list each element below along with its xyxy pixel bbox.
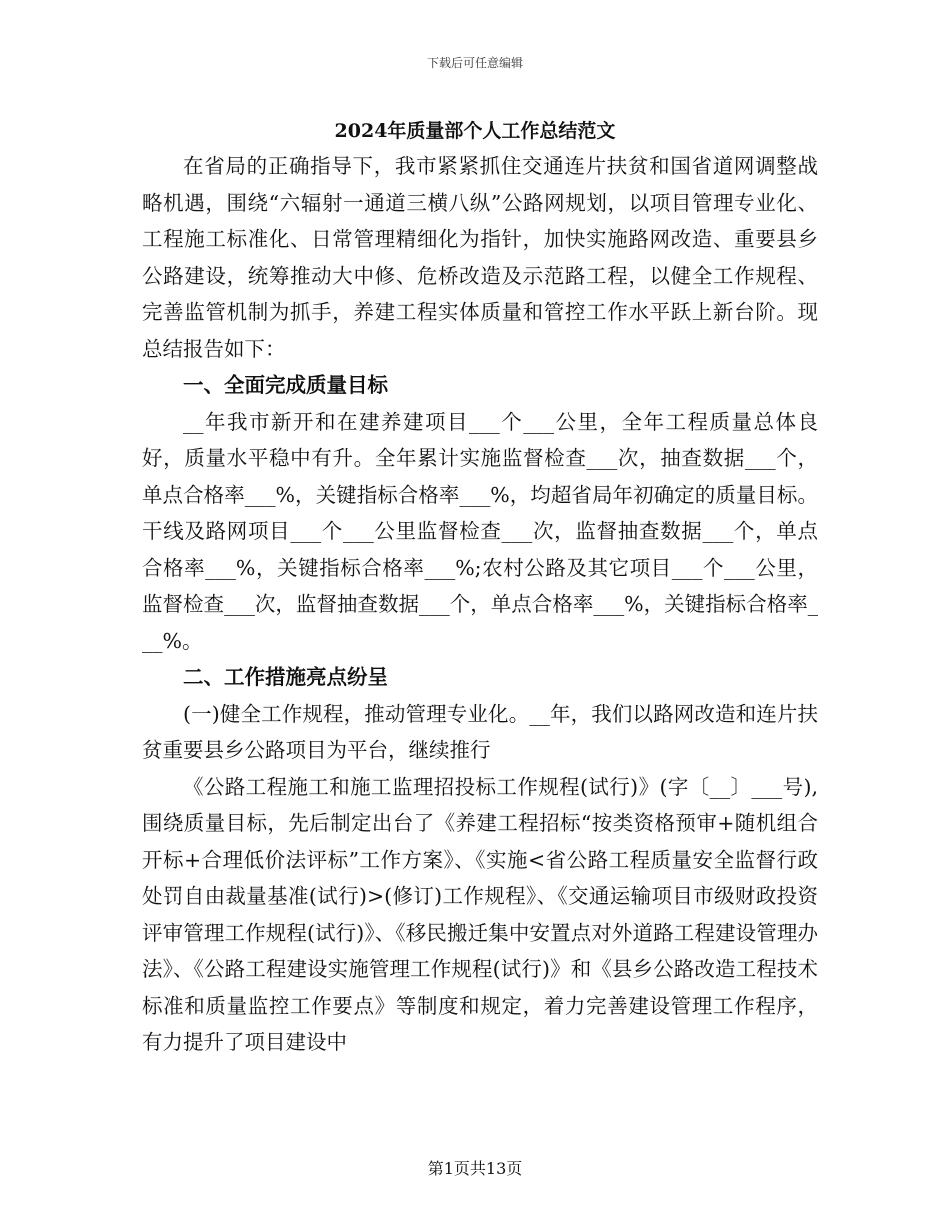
section-heading-2: 二、工作措施亮点纷呈 — [183, 665, 388, 689]
paragraph-work-rules: (一)健全工作规程，推动管理专业化。__年，我们以路网改造和连片扶贫重要县乡公路项目为平台，继续推行 — [142, 701, 818, 762]
page-footer: 第1页共13页 — [427, 1159, 523, 1178]
intro-paragraph: 在省局的正确指导下，我市紧紧抓住交通连片扶贫和国省道网调整战略机遇，围绕“六辐射一通道三横八纵”公路网规划，以项目管理专业化、工程施工标准化、日常管理精细化为指针，加快实施路网改造、重要县乡公路建设，统筹推动大中修、危桥改造及示范路工程，以健全工作规程、完善监管机制为抓手，养建工程实体质量和管控工作水平跃上新台阶。现总结报告如下： — [142, 154, 818, 361]
paragraph-regulations: 《公路工程施工和施工监理招投标工作规程(试行)》(字〔__〕___号),围绕质量目标，先后制定出台了《养建工程招标“按类资格预审+随机组合开标+合理低价法评标”工作方案》、《实施<省公路工程质量安全监督行政处罚自由裁量基准(试行)>(修订)工作规程》、《交通运输项目市级财政投资评审管理工作规程(试行)》、《移民搬迁集中安置点对外道路工程建设管理办法》、《公路工程建设实施管理工作规程(试行)》和《县乡公路改造工程技术标准和质量监控工作要点》等制度和规定，着力完善建设管理工作程序，有力提升了项目建设中 — [142, 774, 818, 1054]
document-title: 2024年质量部个人工作总结范文 — [334, 120, 616, 142]
paragraph-quality-targets: __年我市新开和在建养建项目___个___公里，全年工程质量总体良好，质量水平稳中有升。全年累计实施监督检查___次，抽查数据___个，单点合格率___%，关键指标合格率___%，均超省局年初确定的质量目标。干线及路网项目___个___公里监督检查___次，监督抽查数据___个，单点合格率___%，关键指标合格率___%;农村公路及其它项目___个___公里，监督检查___次，监督抽查数据___个，单点合格率___%，关键指标合格率___%。 — [142, 409, 818, 653]
header-note: 下载后可任意编辑 — [426, 56, 523, 70]
document-body — [142, 148, 818, 1061]
section-heading-1: 一、全面完成质量目标 — [183, 373, 388, 397]
